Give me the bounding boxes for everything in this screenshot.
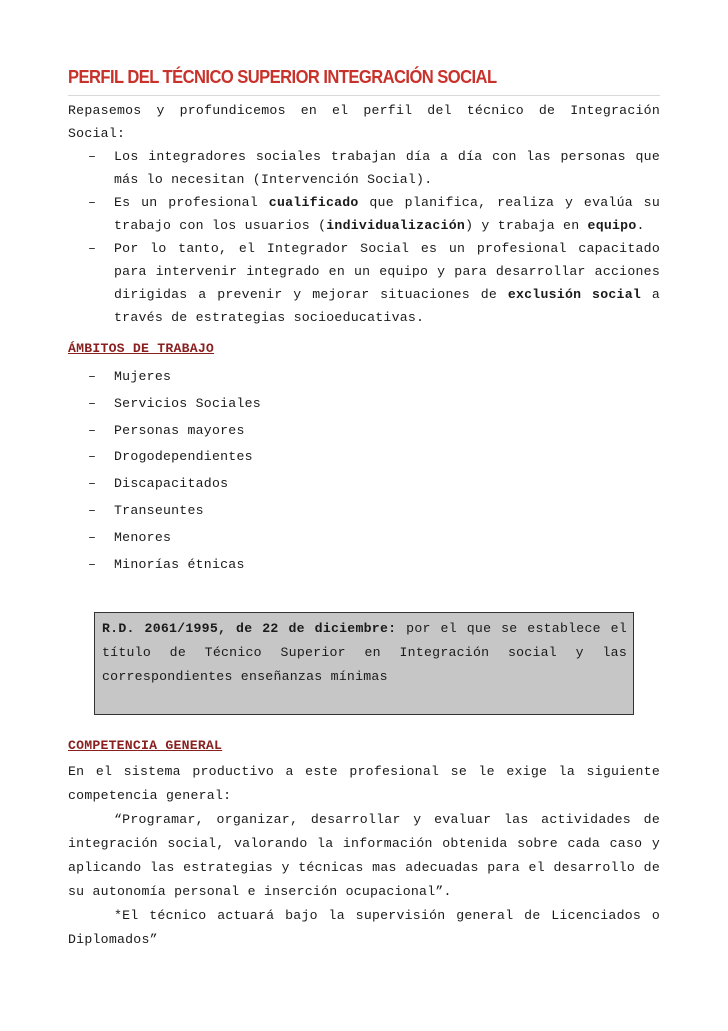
page-title: PERFIL DEL TÉCNICO SUPERIOR INTEGRACIÓN SOCIAL xyxy=(68,67,497,87)
list-item-label: Servicios Sociales xyxy=(114,395,261,411)
rd-reference: R.D. 2061/1995, de 22 de diciembre: xyxy=(102,621,397,636)
paragraph-line: su autonomía personal e inserción ocupacional”. xyxy=(68,884,452,899)
list-item xyxy=(68,555,468,582)
text-run: Es un profesional xyxy=(114,195,269,210)
ambitos-heading: ÁMBITOS DE TRABAJO xyxy=(68,341,215,356)
list-item xyxy=(68,528,468,555)
list-item xyxy=(68,501,468,528)
bullet-line: través de estrategias socioeducativas. xyxy=(114,310,425,325)
bullet-line: para intervenir integrado en un equipo y para desarrollar acciones xyxy=(114,264,660,279)
intro-lead: Repasemos y profundicemos en el perfil del técnico de Integración Social: xyxy=(68,103,660,141)
dash-marker: – xyxy=(88,369,97,384)
list-item xyxy=(68,474,468,501)
list-item xyxy=(68,447,468,474)
dash-marker: – xyxy=(88,195,97,210)
intro-section xyxy=(68,99,660,329)
list-item-label: Minorías étnicas xyxy=(114,556,245,572)
paragraph-line: integración social, valorando la información obtenida sobre cada caso y xyxy=(68,836,660,851)
rd-line xyxy=(102,617,627,641)
list-item-label: Personas mayores xyxy=(114,422,245,438)
title-underline xyxy=(68,95,660,96)
bullet-line xyxy=(114,191,660,214)
paragraph-line: Diplomados” xyxy=(68,932,158,947)
bold-term: individualización xyxy=(326,218,466,233)
bullet-line xyxy=(114,283,660,306)
dash-marker: – xyxy=(88,449,97,465)
intro-bullet xyxy=(68,191,660,237)
bold-term: exclusión social xyxy=(507,287,642,302)
list-item xyxy=(68,421,468,448)
paragraph-line: “Programar, organizar, desarrollar y evaluar las actividades de xyxy=(114,812,660,827)
rd-line: título de Técnico Superior en Integración social y las xyxy=(102,645,627,660)
dash-marker: – xyxy=(88,395,97,411)
list-item-label: Drogodependientes xyxy=(114,449,253,465)
list-item xyxy=(68,394,468,421)
dash-marker: – xyxy=(88,476,97,492)
intro-bullet xyxy=(68,145,660,191)
text-run: . xyxy=(636,218,645,233)
paragraph-line: *El técnico actuará bajo la supervisión general de Licenciados o xyxy=(114,908,660,923)
bullet-line: Los integradores sociales trabajan día a día con las personas que xyxy=(114,149,660,164)
list-item-label: Menores xyxy=(114,529,172,545)
dash-marker: – xyxy=(88,529,97,545)
text-run: que planifica, realiza y evalúa su xyxy=(358,195,661,210)
rd-line: correspondientes enseñanzas mínimas xyxy=(102,669,388,684)
dash-marker: – xyxy=(88,502,97,518)
bullet-line: más lo necesitan (Intervención Social). xyxy=(114,172,433,187)
text-run: trabajo con los usuarios ( xyxy=(114,218,327,233)
text-run: a xyxy=(641,287,660,302)
dash-marker: – xyxy=(88,556,97,572)
dash-marker: – xyxy=(88,149,97,164)
intro-bullet xyxy=(68,237,660,329)
ambitos-list xyxy=(68,367,468,581)
text-run: ) y trabaja en xyxy=(465,218,588,233)
list-item-label: Discapacitados xyxy=(114,476,229,492)
bullet-line xyxy=(114,214,660,237)
list-item-label: Mujeres xyxy=(114,369,172,384)
text-run: por el que se establece el xyxy=(396,621,627,636)
competencia-heading: COMPETENCIA GENERAL xyxy=(68,738,223,753)
rd-callout-box xyxy=(94,612,634,715)
dash-marker: – xyxy=(88,422,97,438)
bold-term: equipo xyxy=(587,218,637,233)
list-item xyxy=(68,367,468,394)
paragraph-line: competencia general: xyxy=(68,788,232,803)
bold-term: cualificado xyxy=(268,195,359,210)
list-item-label: Transeuntes xyxy=(114,502,204,518)
text-run: dirigidas a prevenir y mejorar situaciones de xyxy=(114,287,508,302)
paragraph-line: En el sistema productivo a este profesional se le exige la siguiente xyxy=(68,764,660,779)
bullet-line: Por lo tanto, el Integrador Social es un profesional capacitado xyxy=(114,241,660,256)
dash-marker: – xyxy=(88,241,97,256)
paragraph-line: aplicando las estrategias y técnicas mas adecuadas para el desarrollo de xyxy=(68,860,660,875)
competencia-section xyxy=(68,760,660,952)
